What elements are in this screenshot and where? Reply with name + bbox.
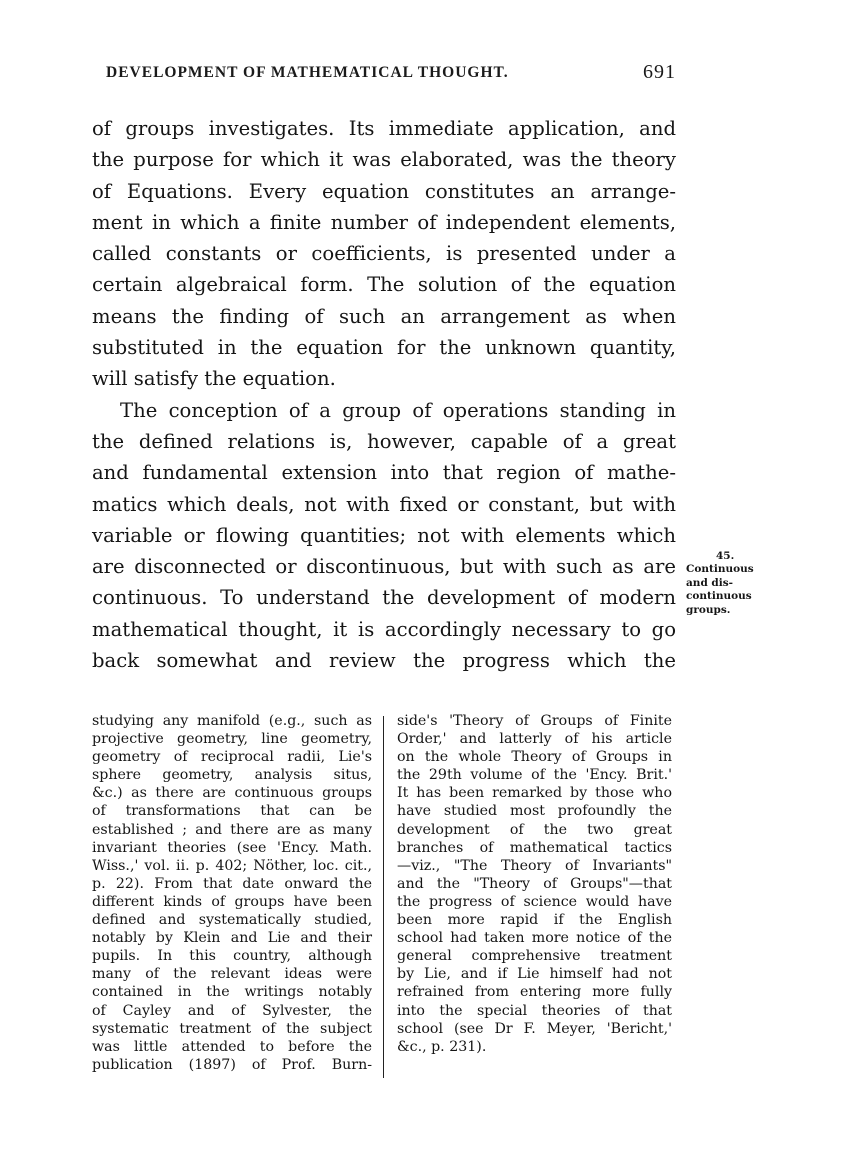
footnote-line: sphere geometry, analysis situs, [92, 767, 372, 784]
text-line: the defined relations is, however, capable of a great [92, 429, 676, 453]
footnote-line: notably by Klein and Lie and their [92, 930, 372, 947]
text-line: of groups investigates. Its immediate application, and [92, 117, 676, 140]
footnote-line: side's 'Theory of Groups of Finite [397, 713, 672, 729]
footnote-line: different kinds of groups have been [92, 893, 372, 910]
footnote-line: systematic treatment of the subject [92, 1020, 372, 1037]
footnote-line: the 29th volume of the 'Ency. Brit.' [397, 767, 672, 784]
footnote-line: school (see Dr F. Meyer, 'Bericht,' [397, 1020, 672, 1037]
footnote-line: refrained from entering more fully [397, 984, 672, 1001]
footnote-line: p. 22). From that date onward the [92, 875, 372, 892]
page-header [106, 61, 676, 86]
margin-note-line: and dis- [686, 576, 734, 589]
text-line: substituted in the equation for the unknown quantity, [92, 336, 676, 360]
running-title: DEVELOPMENT OF MATHEMATICAL THOUGHT. [106, 64, 509, 81]
text-line: certain algebraical form. The solution of the equation [92, 273, 676, 297]
text-line: means the finding of such an arrangement as when [92, 304, 676, 328]
footnote-column-left [92, 712, 372, 1074]
footnote-line: invariant theories (see 'Ency. Math. [92, 839, 372, 856]
footnote-line: Wiss.,' vol. ii. p. 402; Nöther, loc. cit., [92, 857, 372, 874]
footnote-line: pupils. In this country, although [92, 948, 372, 965]
footnote-column-right [397, 712, 672, 1056]
text-line: ment in which a finite number of independent elements, [92, 210, 676, 234]
footnote-line: branches of mathematical tactics [397, 839, 672, 856]
footnote-line: the progress of science would have [397, 893, 672, 910]
footnote-line: —viz., "The Theory of Invariants" [397, 857, 672, 874]
footnote-line: and the "Theory of Groups"—that [397, 875, 672, 892]
footnote-line: &c.) as there are continuous groups [92, 785, 372, 802]
text-line: matics which deals, not with fixed or constant, but with [92, 492, 676, 516]
footnote-line: contained in the writings notably [92, 984, 372, 1001]
text-line: mathematical thought, it is accordingly necessary to go [92, 617, 676, 641]
footnotes [92, 712, 676, 1082]
footnote-line: many of the relevant ideas were [92, 966, 372, 983]
page-number: 691 [643, 61, 676, 83]
footnote-line: have studied most profoundly the [397, 803, 672, 820]
text-line: The conception of a group of operations standing in [120, 398, 676, 422]
footnote-line: of Cayley and of Sylvester, the [92, 1002, 372, 1019]
footnote-line: general comprehensive treatment [397, 948, 672, 965]
margin-note-line: groups. [686, 603, 731, 616]
footnote-line: It has been remarked by those who [397, 785, 672, 802]
footnote-line: school had taken more notice of the [397, 930, 672, 947]
text-line: are disconnected or discontinuous, but with such as are [92, 555, 676, 579]
footnote-line: Order,' and latterly of his article [397, 731, 672, 748]
column-divider [383, 716, 384, 1078]
text-line: variable or flowing quantities; not with elements which [92, 523, 676, 547]
footnote-line: established ; and there are as many [92, 821, 372, 838]
text-line: continuous. To understand the development of modern [92, 586, 676, 610]
footnote-line: development of the two great [397, 821, 672, 838]
footnote-line: studying any manifold (e.g., such as [92, 713, 372, 729]
text-line: called constants or coefficients, is presented under a [92, 242, 676, 266]
footnote-line: into the special theories of that [397, 1002, 672, 1019]
footnote-line: projective geometry, line geometry, [92, 731, 372, 748]
footnote-line: was little attended to before the [92, 1038, 372, 1055]
footnote-line: defined and systematically studied, [92, 912, 372, 929]
text-line: of Equations. Every equation constitutes an arrange- [92, 179, 676, 203]
margin-note-line: Continuous [686, 563, 754, 576]
footnote-line: publication (1897) of Prof. Burn- [92, 1056, 372, 1073]
margin-note [686, 550, 766, 617]
section-number: 45. [716, 550, 735, 562]
text-line: back somewhat and review the progress which the [92, 649, 676, 673]
text-line: will satisfy the equation. [92, 367, 336, 391]
footnote-line: geometry of reciprocal radii, Lie's [92, 749, 372, 766]
footnote-line: &c., p. 231). [397, 1038, 487, 1055]
margin-note-line: continuous [686, 590, 752, 603]
footnote-line: by Lie, and if Lie himself had not [397, 966, 672, 983]
footnote-line: been more rapid if the English [397, 912, 672, 929]
footnote-line: on the whole Theory of Groups in [397, 749, 672, 766]
footnote-line: of transformations that can be [92, 803, 372, 820]
main-text [92, 113, 676, 676]
text-line: the purpose for which it was elaborated, was the theory [92, 148, 676, 172]
text-line: and fundamental extension into that region of mathe- [92, 461, 676, 485]
